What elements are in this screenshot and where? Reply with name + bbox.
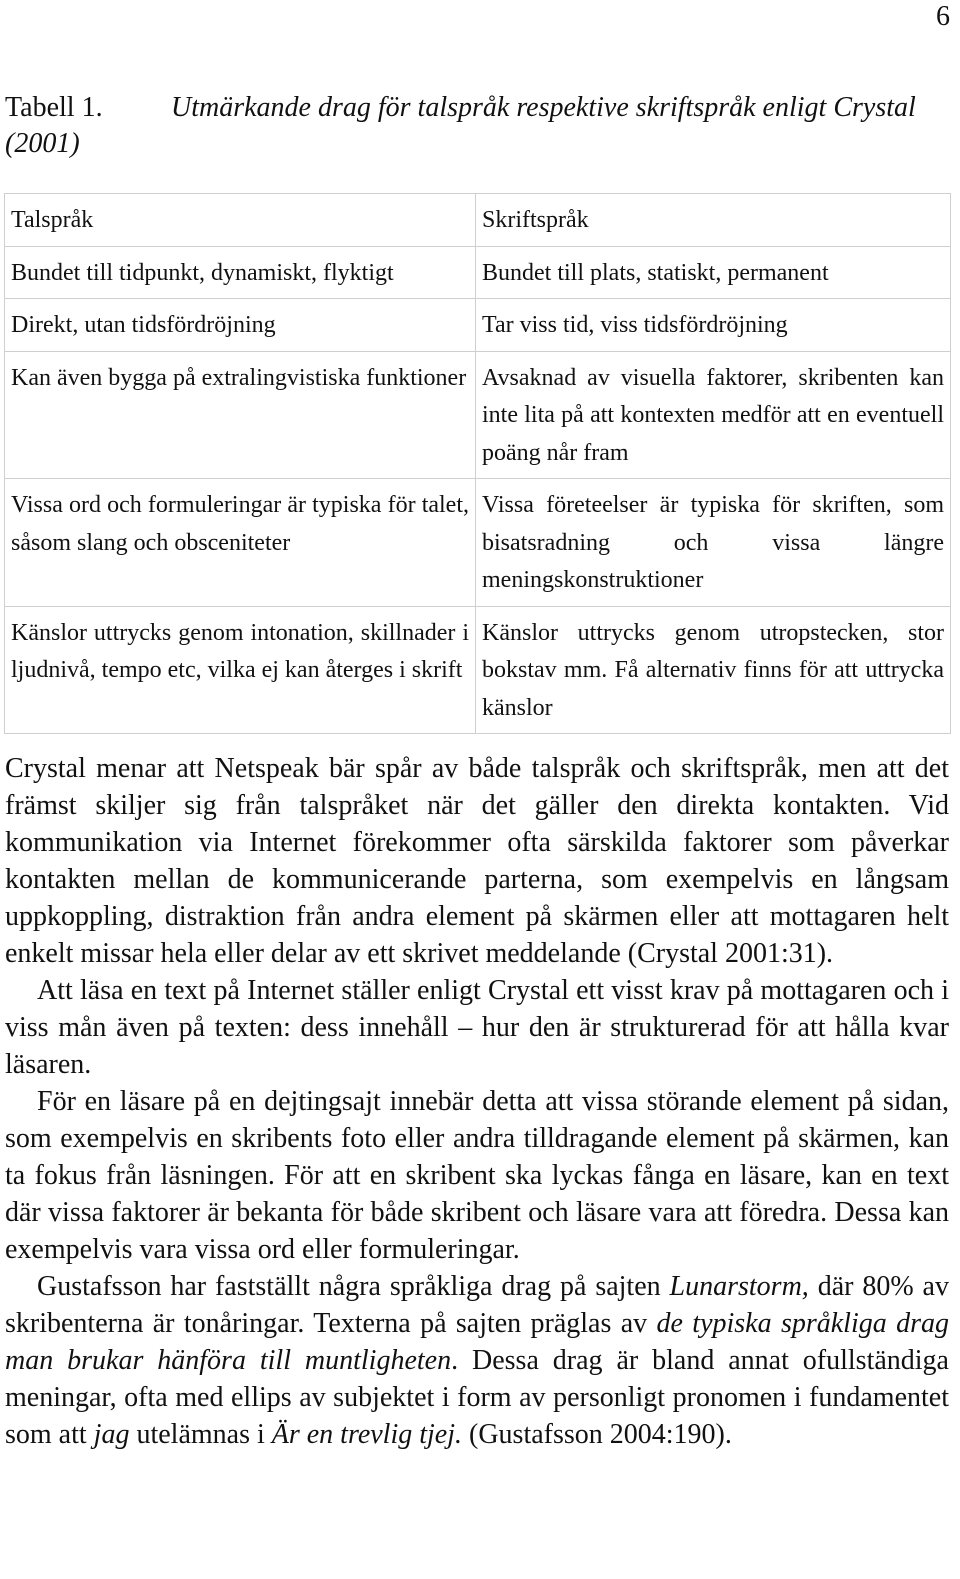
table-caption bbox=[5, 90, 950, 162]
table-cell: Vissa företeelser är typiska för skriften, som bisatsradning och vissa längre meningskonstruktioner bbox=[476, 479, 951, 607]
table-cell: Bundet till tidpunkt, dynamiskt, flyktigt bbox=[5, 246, 476, 299]
page-number: 6 bbox=[936, 1, 950, 32]
table-caption-title: Utmärkande drag för talspråk respektive skriftspråk enligt Crystal (2001) bbox=[5, 92, 916, 159]
comparison-table bbox=[4, 193, 951, 734]
table-cell: Känslor uttrycks genom utropstecken, stor bokstav mm. Få alternativ finns för att uttrycka känslor bbox=[476, 606, 951, 734]
table-cell: Vissa ord och formuleringar är typiska för talet, såsom slang och obsceniteter bbox=[5, 479, 476, 607]
paragraph: För en läsare på en dejtingsajt innebär detta att vissa störande element på sidan, som exempelvis en skribents foto eller andra tilldragande element på skärmen, kan ta fokus från läsningen. För att en skribent ska lyckas fånga en läsare, kan en text där vissa faktorer är bekanta för både skribent och läsare vara att föredra. Dessa kan exempelvis vara vissa ord eller formuleringar. bbox=[5, 1086, 949, 1265]
table-cell: Bundet till plats, statiskt, permanent bbox=[476, 246, 951, 299]
paragraph-text: . Dessa drag är bland annat ofullständiga meningar, ofta med ellips av subjektet i form av personligt pronomen i fundamentet som att bbox=[5, 1345, 949, 1450]
table-header-talsprak: Talspråk bbox=[5, 194, 476, 247]
table-cell: Direkt, utan tidsfördröjning bbox=[5, 299, 476, 352]
italic-site-name: Lunarstorm, bbox=[669, 1271, 809, 1302]
paragraph-text: Gustafsson har fastställt några språkliga drag på sajten bbox=[37, 1271, 670, 1302]
italic-quote: de typiska språkliga drag man brukar hänföra till muntligheten bbox=[5, 1308, 949, 1376]
paragraph: Att läsa en text på Internet ställer enligt Crystal ett visst krav på mottagaren och i viss mån även på texten: dess innehåll – hur den är strukturerad för att hålla kvar läsaren. bbox=[5, 975, 949, 1080]
table-row bbox=[5, 479, 951, 607]
paragraph bbox=[5, 1268, 949, 1453]
table-caption-label: Tabell 1. bbox=[5, 92, 103, 123]
table-header-row bbox=[5, 194, 951, 247]
table-row bbox=[5, 246, 951, 299]
body-text bbox=[5, 750, 949, 1453]
table-cell: Tar viss tid, viss tidsfördröjning bbox=[476, 299, 951, 352]
paragraph: Crystal menar att Netspeak bär spår av både talspråk och skriftspråk, men att det främst skiljer sig från talspråket när det gäller den direkta kontakten. Vid kommunikation via Internet förekommer ofta särskilda faktorer som påverkar kontakten mellan de kommunicerande parterna, som exempelvis en långsam uppkoppling, distraktion från andra element på skärmen eller att mottagaren helt enkelt missar hela eller delar av ett skrivet meddelande (Crystal 2001:31). bbox=[5, 753, 949, 969]
paragraph-text: där 80% av skribenterna är tonåringar. Texterna på sajten präglas av bbox=[5, 1271, 949, 1339]
table-cell: Kan även bygga på extralingvistiska funktioner bbox=[5, 351, 476, 479]
table-cell: Avsaknad av visuella faktorer, skribenten kan inte lita på att kontexten medför att en eventuell poäng når fram bbox=[476, 351, 951, 479]
table-header-skriftsprak: Skriftspråk bbox=[476, 194, 951, 247]
table-cell: Känslor uttrycks genom intonation, skillnader i ljudnivå, tempo etc, vilka ej kan återges i skrift bbox=[5, 606, 476, 734]
italic-example: Är en trevlig tjej. bbox=[271, 1419, 462, 1450]
table-row bbox=[5, 351, 951, 479]
paragraph-text: utelämnas i bbox=[129, 1419, 272, 1450]
table-row bbox=[5, 299, 951, 352]
table-row bbox=[5, 606, 951, 734]
paragraph-text: (Gustafsson 2004:190). bbox=[462, 1419, 732, 1450]
italic-word: jag bbox=[93, 1419, 130, 1450]
